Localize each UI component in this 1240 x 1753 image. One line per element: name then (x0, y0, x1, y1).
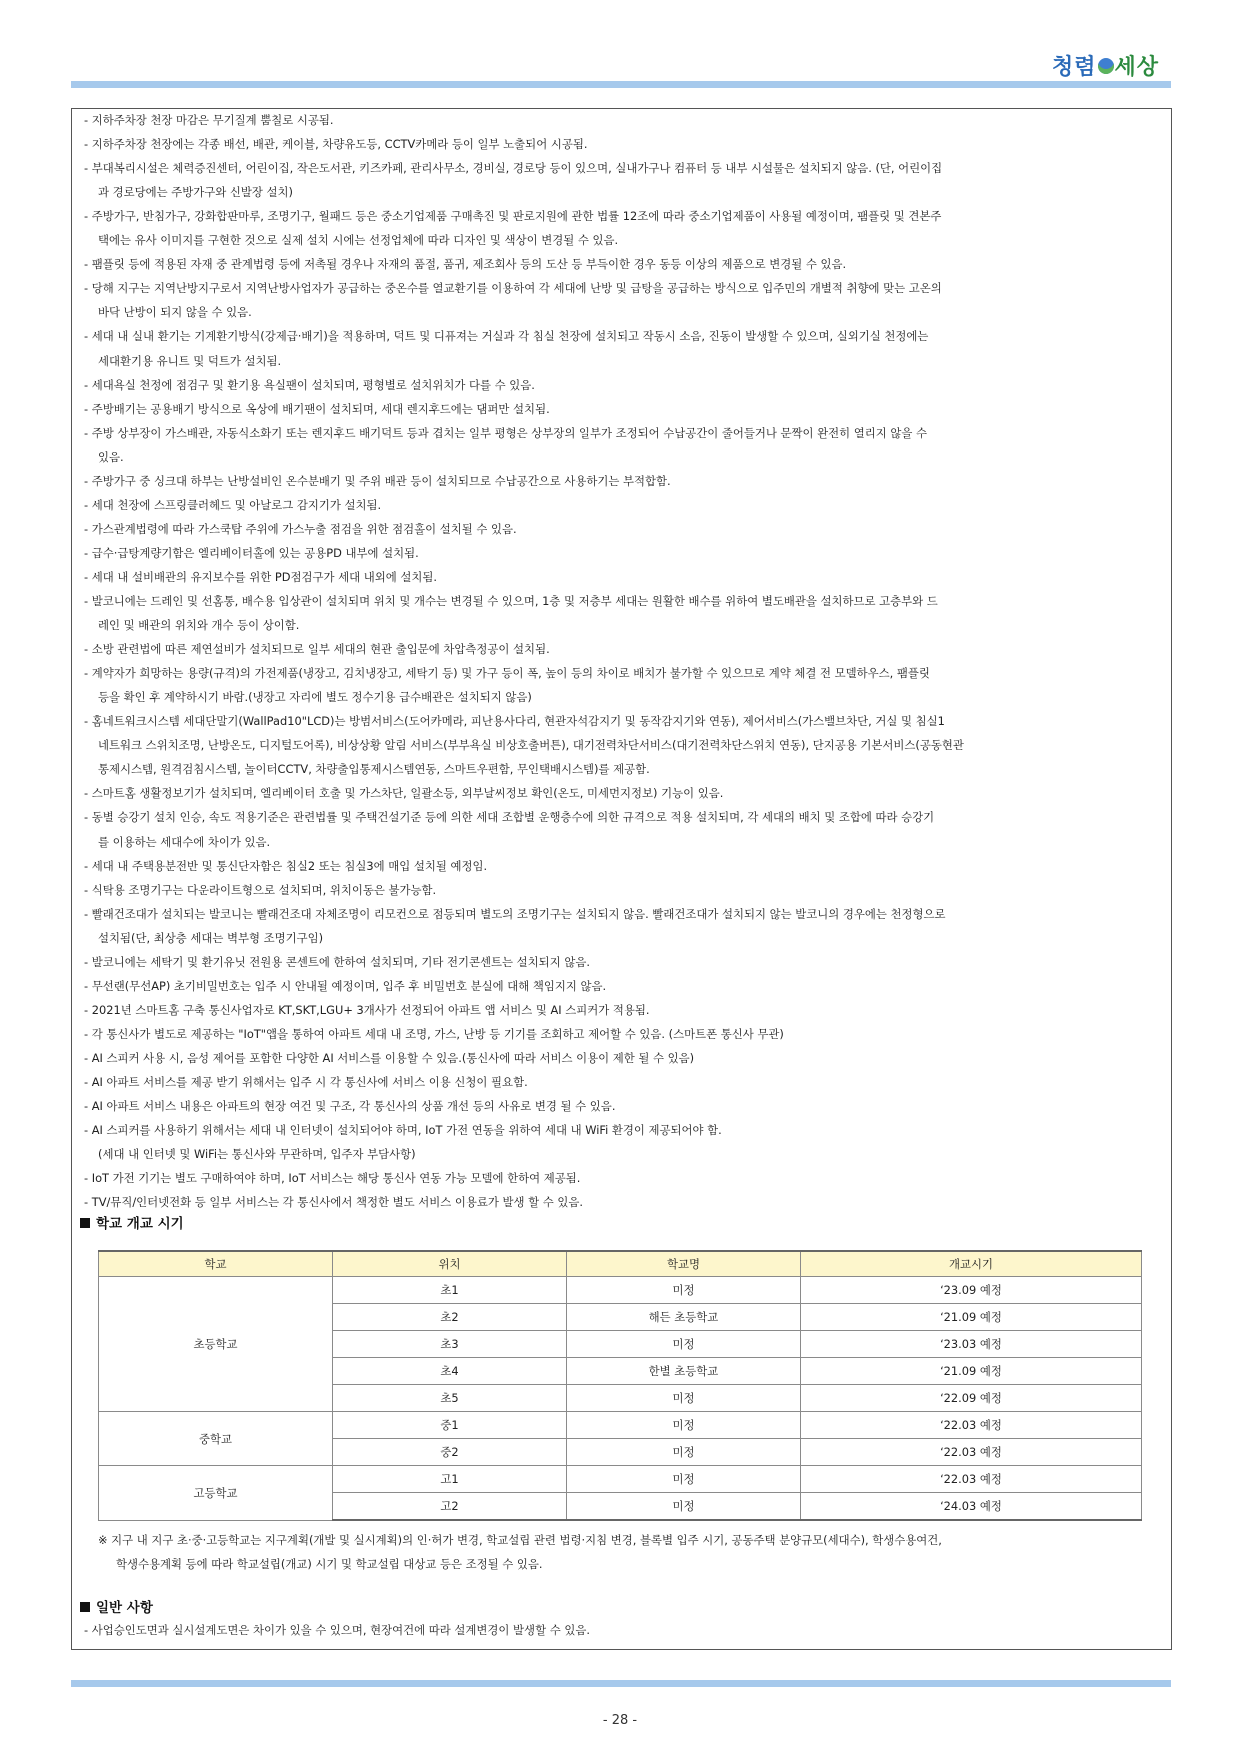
bullet-line: - 소방 관련법에 따른 제연설비가 설치되므로 일부 세대의 현관 출입문에 차압측정공이 설치됨. (84, 642, 550, 657)
school-open-cell: ‘21.09 예정 (801, 1304, 1142, 1331)
bullet-continuation: 바닥 난방이 되지 않을 수 있음. (98, 305, 252, 320)
bullet-line: - IoT 가전 기기는 별도 구매하여야 하며, IoT 서비스는 해당 통신사 연동 가능 모델에 한하여 제공됨. (84, 1171, 581, 1186)
school-loc-cell: 초4 (333, 1358, 567, 1385)
school-loc-cell: 초5 (333, 1385, 567, 1412)
bullet-line: - 세대 내 설비배관의 유지보수를 위한 PD점검구가 세대 내외에 설치됨. (84, 569, 438, 584)
table-row (99, 1412, 1142, 1439)
bullet-continuation: 세대환기용 유니트 및 덕트가 설치됨. (98, 353, 282, 368)
page-number: - 28 - (602, 1713, 638, 1728)
header-rule (71, 81, 1171, 88)
header-location: 위치 (333, 1251, 567, 1277)
school-type-cell: 중학교 (99, 1412, 333, 1466)
bullet-continuation: 등을 확인 후 계약하시기 바람.(냉장고 자리에 별도 정수기용 급수배관은 설치되지 않음) (98, 690, 532, 705)
school-name-cell: 미정 (567, 1439, 801, 1466)
school-loc-cell: 중1 (333, 1412, 567, 1439)
bullet-line: - 지하주차장 천장에는 각종 배선, 배관, 케이블, 차량유도등, CCTV카메라 등이 일부 노출되어 시공됨. (84, 137, 588, 152)
bullet-line: - 세대욕실 천정에 점검구 및 환기용 욕실팬이 설치되며, 평형별로 설치위치가 다를 수 있음. (84, 377, 535, 392)
school-loc-cell: 초2 (333, 1304, 567, 1331)
bullet-line: - 발코니에는 드레인 및 선홈통, 배수용 입상관이 설치되며 위치 및 개수는 변경될 수 있으며, 1층 및 저층부 세대는 원활한 배수를 위하여 별도배관을 설치하므로 고층부와 드 (84, 594, 938, 608)
bullet-line: - 2021년 스마트홈 구축 통신사업자로 KT,SKT,LGU+ 3개사가 선정되어 아파트 앱 서비스 및 AI 스피커가 적용됨. (84, 1002, 650, 1017)
bullet-line: - 팸플릿 등에 적용된 자재 중 관계법령 등에 저촉될 경우나 자재의 품절, 품귀, 제조회사 등의 도산 등 부득이한 경우 동등 이상의 제품으로 변경될 수 있음. (84, 257, 847, 272)
header-school-name: 학교명 (567, 1251, 801, 1277)
bullet-line: - TV/뮤직/인터넷전화 등 일부 서비스는 각 통신사에서 책정한 별도 서비스 이용료가 발생 할 수 있음. (84, 1195, 583, 1210)
school-name-cell: 미정 (567, 1277, 801, 1304)
bullet-continuation: 레인 및 배관의 위치와 개수 등이 상이함. (98, 618, 300, 633)
bullet-line: - 발코니에는 세탁기 및 환기유닛 전원용 콘센트에 한하여 설치되며, 기타 전기콘센트는 설치되지 않음. (84, 954, 590, 969)
bullet-line: - 무선랜(무선AP) 초기비밀번호는 입주 시 안내될 예정이며, 입주 후 비밀번호 분실에 대해 책임지지 않음. (84, 978, 607, 993)
bullet-line: - 급수·급탕계량기함은 엘리베이터홀에 있는 공용PD 내부에 설치됨. (84, 545, 419, 560)
logo-text (1052, 50, 1159, 81)
square-bullet-icon (80, 1218, 90, 1228)
bullet-line: - 세대 내 실내 환기는 기계환기방식(강제급·배기)을 적용하며, 덕트 및 디퓨져는 거실과 각 침실 천장에 설치되고 작동시 소음, 진동이 발생할 수 있으며, 실외기실 천정에는 (84, 329, 929, 344)
school-table-header (99, 1251, 1142, 1277)
school-type-cell: 초등학교 (99, 1277, 333, 1412)
bullet-line: - AI 스피커를 사용하기 위해서는 세대 내 인터넷이 설치되어야 하며, IoT 가전 연동을 위하여 세대 내 WiFi 환경이 제공되어야 함. (84, 1123, 722, 1138)
logo (1052, 46, 1172, 86)
square-bullet-icon (80, 1602, 90, 1612)
bullet-line: - 주방 상부장이 가스배관, 자동식소화기 또는 렌지후드 배기덕트 등과 겹치는 일부 평형은 상부장의 일부가 조정되어 수납공간이 줄어들거나 문짝이 완전히 열리지 않을 수 (84, 425, 928, 440)
bullet-continuation: 과 경로당에는 주방가구와 신발장 설치) (98, 185, 293, 200)
table-row (99, 1466, 1142, 1493)
bullet-line: - 주방가구, 반침가구, 강화합판마루, 조명기구, 월패드 등은 중소기업제품 구매촉진 및 판로지원에 관한 법률 12조에 따라 중소기업제품이 사용될 예정이며, 팸플릿 및 견본주 (84, 209, 942, 224)
bullet-line: - 부대복리시설은 체력증진센터, 어린이집, 작은도서관, 키즈카페, 관리사무소, 경비실, 경로당 등이 있으며, 실내가구나 컴퓨터 등 내부 시설물은 설치되지 않음. (단, 어린이집 (84, 161, 943, 176)
bullet-continuation: 통제시스템, 원격검침시스템, 놀이터CCTV, 차량출입통제시스템연동, 스마트우편함, 무인택배시스템)를 제공함. (98, 762, 650, 777)
school-open-cell: ‘23.09 예정 (801, 1277, 1142, 1304)
school-table-body (99, 1277, 1142, 1521)
school-open-cell: ‘22.03 예정 (801, 1412, 1142, 1439)
school-loc-cell: 초3 (333, 1331, 567, 1358)
bullet-line: - 빨래건조대가 설치되는 발코니는 빨래건조대 자체조명이 리모컨으로 점등되며 별도의 조명기구는 설치되지 않음. 빨래건조대가 설치되지 않는 발코니의 경우에는 천정형으로 (84, 906, 946, 921)
bullet-line: - 주방가구 중 싱크대 하부는 난방설비인 온수분배기 및 주위 배관 등이 설치되므로 수납공간으로 사용하기는 부적합함. (84, 473, 671, 488)
school-loc-cell: 초1 (333, 1277, 567, 1304)
bullet-continuation: 설치됨(단, 최상층 세대는 벽부형 조명기구임) (98, 930, 324, 945)
logo-text-a: 청렴 (1052, 55, 1097, 80)
footer-rule (71, 1680, 1171, 1687)
general-line: - 사업승인도면과 실시설계도면은 차이가 있을 수 있으며, 현장여건에 따라 설계변경이 발생할 수 있음. (84, 1623, 590, 1637)
school-name-cell: 한별 초등학교 (567, 1358, 801, 1385)
school-open-cell: ‘22.03 예정 (801, 1439, 1142, 1466)
school-name-cell: 미정 (567, 1466, 801, 1493)
bullet-continuation: 있음. (98, 449, 124, 464)
school-type-cell: 고등학교 (99, 1466, 333, 1521)
bullet-continuation: 택에는 유사 이미지를 구현한 것으로 실제 설치 시에는 선정업체에 따라 디자인 및 색상이 변경될 수 있음. (98, 233, 619, 248)
header-open-date: 개교시기 (801, 1251, 1142, 1277)
bullet-line: - 주방배기는 공용배기 방식으로 옥상에 배기팬이 설치되며, 세대 렌지후드에는 댐퍼만 설치됨. (84, 401, 550, 416)
school-loc-cell: 고1 (333, 1466, 567, 1493)
logo-text-b: 세상 (1114, 55, 1160, 80)
bullet-line: - 계약자가 희망하는 용량(규격)의 가전제품(냉장고, 김치냉장고, 세탁기 등) 및 가구 등이 폭, 높이 등의 차이로 배치가 불가할 수 있으므로 계약 체결 전 모델하우스, 팸플릿 (84, 666, 930, 681)
bullet-line: - 세대 천장에 스프링클러헤드 및 아날로그 감지기가 설치됨. (84, 497, 382, 512)
school-open-cell: ‘24.03 예정 (801, 1493, 1142, 1521)
bullet-line: - 지하주차장 천장 마감은 무기질계 뿜칠로 시공됨. (84, 113, 334, 127)
general-section-title (80, 1596, 153, 1616)
school-name-cell: 미정 (567, 1331, 801, 1358)
school-loc-cell: 고2 (333, 1493, 567, 1521)
school-name-cell: 해든 초등학교 (567, 1304, 801, 1331)
bullet-line: - 세대 내 주택용분전반 및 통신단자함은 침실2 또는 침실3에 매입 설치될 예정임. (84, 858, 488, 873)
bullet-line: - 각 통신사가 별도로 제공하는 "IoT"앱을 통하여 아파트 세대 내 조명, 가스, 난방 등 기기를 조회하고 제어할 수 있음. (스마트폰 통신사 무관) (84, 1026, 784, 1041)
bullet-line: - 홈네트워크시스템 세대단말기(WallPad10"LCD)는 방범서비스(도어카메라, 피난용사다리, 현관자석감지기 및 동작감지기와 연동), 제어서비스(가스밸브차단, 거실 및 침실1 (84, 714, 945, 729)
school-note-line-1: ※ 지구 내 지구 초·중·고등학교는 지구계획(개발 및 실시계획)의 인·허가 변경, 학교설립 관련 법령·지침 변경, 블록별 입주 시기, 공동주택 분양규모(세대수), 학생수용여건, (98, 1533, 942, 1547)
bullet-line: - 동별 승강기 설치 인승, 속도 적용기준은 관련법률 및 주택건설기준 등에 의한 세대 조합별 운행층수에 의한 규격으로 적용 설치되며, 각 세대의 배치 및 조합에 따라 승강기 (84, 810, 935, 825)
school-open-cell: ‘23.03 예정 (801, 1331, 1142, 1358)
bullet-line: - 당해 지구는 지역난방지구로서 지역난방사업자가 공급하는 중온수를 열교환기를 이용하여 각 세대에 난방 및 급탕을 공급하는 방식으로 입주민의 개별적 취향에 맞는 고온의 (84, 281, 942, 296)
school-section-title (80, 1212, 184, 1232)
bullet-line: - AI 스피커 사용 시, 음성 제어를 포함한 다양한 AI 서비스를 이용할 수 있음.(통신사에 따라 서비스 이용이 제한 될 수 있음) (84, 1050, 695, 1065)
school-table (98, 1250, 1142, 1521)
bullet-line: - AI 아파트 서비스 내용은 아파트의 현장 여건 및 구조, 각 통신사의 상품 개선 등의 사유로 변경 될 수 있음. (84, 1099, 616, 1114)
school-note-line-2: 학생수용계획 등에 따라 학교설립(개교) 시기 및 학교설립 대상교 등은 조정될 수 있음. (116, 1557, 543, 1571)
bullet-continuation: (세대 내 인터넷 및 WiFi는 통신사와 무관하며, 입주자 부담사항) (98, 1147, 416, 1162)
school-name-cell: 미정 (567, 1493, 801, 1521)
general-section-title-text: 일반 사항 (96, 1600, 153, 1616)
header-school: 학교 (99, 1251, 333, 1277)
bullet-line: - 가스관계법령에 따라 가스쿡탑 주위에 가스누출 점검을 위한 점검홀이 설치될 수 있음. (84, 521, 517, 536)
table-row (99, 1277, 1142, 1304)
bullet-continuation: 를 이용하는 세대수에 차이가 있음. (98, 834, 271, 849)
bullet-line: - AI 아파트 서비스를 제공 받기 위해서는 입주 시 각 통신사에 서비스 이용 신청이 필요함. (84, 1075, 528, 1089)
school-name-cell: 미정 (567, 1385, 801, 1412)
school-open-cell: ‘22.09 예정 (801, 1385, 1142, 1412)
school-name-cell: 미정 (567, 1412, 801, 1439)
school-open-cell: ‘22.03 예정 (801, 1466, 1142, 1493)
school-section-title-text: 학교 개교 시기 (96, 1216, 184, 1232)
school-open-cell: ‘21.09 예정 (801, 1358, 1142, 1385)
bullet-line: - 스마트홈 생활정보기가 설치되며, 엘리베이터 호출 및 가스차단, 일괄소등, 외부날씨정보 확인(온도, 미세먼지정보) 기능이 있음. (84, 786, 724, 801)
globe-icon (1098, 58, 1114, 74)
bullet-continuation: 네트워크 스위치조명, 난방온도, 디지털도어록), 비상상황 알림 서비스(부부욕실 비상호출버튼), 대기전력차단서비스(대기전력차단스위치 연동), 단지공용 기본서비스(공동현관 (98, 738, 964, 753)
school-loc-cell: 중2 (333, 1439, 567, 1466)
bullet-line: - 식탁용 조명기구는 다운라이트형으로 설치되며, 위치이동은 불가능함. (84, 882, 437, 897)
